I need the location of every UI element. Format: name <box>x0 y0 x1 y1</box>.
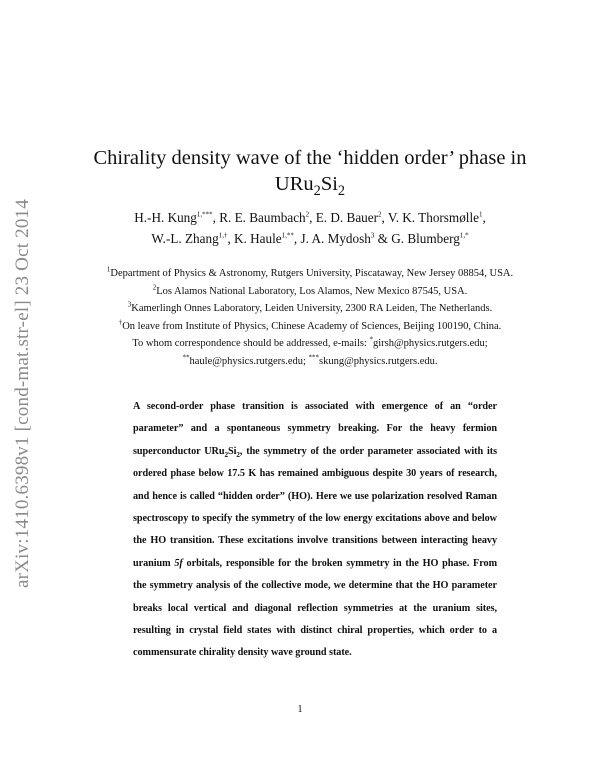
abstract: A second-order phase transition is associated with emergence of an “order parameter” and a spontaneous symmetry breaking. For the heavy fermion superconductor $URu_2Si_2$, the symmetry of the order parameter associated with its ordered phase below 17.5 K has remained ambiguous despite 30 years of research, and hence is called “hidden order” (HO). Here we use polarization resolved Raman spectroscopy to specify the symmetry of the low energy excitations above and below the HO transition. These excitations involve transitions between interacting heavy uranium 5f orbitals, responsible for the broken symmetry in the HO phase. From the symmetry analysis of the collective mode, we determine that the HO parameter breaks local vertical and diagonal reflection symmetries at the uranium sites, resulting in crystal field states with distinct chiral properties, which order to a commensurate chirality density wave ground state. <box>133 401 498 659</box>
author: , E. D. Bauer <box>309 210 379 225</box>
affiliations <box>60 265 560 370</box>
title-main: Chirality density wave of the ‘hidden order’ phase in <box>93 147 527 169</box>
affiliation-2: $^2$Los Alamos National Laboratory, Los Alamos, New Mexico 87545, USA. <box>152 283 468 297</box>
author: W.-L. Zhang <box>151 231 219 246</box>
author: , K. Haule <box>227 231 282 246</box>
correspondence: To whom correspondence should be addressed, e-mails: *girsh@physics.rutgers.edu; <box>132 335 488 349</box>
email-link[interactable]: haule@physics.rutgers.edu; <box>189 355 309 367</box>
author: , V. K. Thorsmølle <box>381 210 479 225</box>
correspondence-emails: **haule@physics.rutgers.edu; ***skung@physics.rutgers.edu. <box>182 353 438 367</box>
arxiv-identifier: arXiv:1410.6398v1 [cond-mat.str-el] 23 Oct 2014 <box>12 199 33 588</box>
affiliation-3: $^3$Kamerlingh Onnes Laboratory, Leiden University, 2300 RA Leiden, The Netherlands. <box>127 300 493 314</box>
author: , R. E. Baumbach <box>212 210 306 225</box>
page-number: 1 <box>297 704 303 715</box>
affiliation-1: $^1$Department of Physics & Astronomy, Rutgers University, Piscataway, New Jersey 08854, USA. <box>106 265 514 279</box>
author: H.-H. Kung <box>134 210 197 225</box>
email-link[interactable]: girsh@physics.rutgers.edu; <box>373 338 488 349</box>
author: & G. Blumberg <box>374 231 460 246</box>
author-list: H.-H. Kung$^{1,***}$, R. E. Baumbach$^2$, E. D. Bauer$^2$, V. K. Thorsmølle$^1$, W.-L. Zhang$^{1,\dagger}$, K. Haule$^{1,**}$, J. A. Mydosh$^3$ & G. Blumberg$^{1,*}$ <box>134 210 486 246</box>
title-formula: $URu_2Si_2$ <box>274 173 346 200</box>
paper-title <box>60 145 560 200</box>
affiliation-note: †On leave from Institute of Physics, Chinese Academy of Sciences, Beijing 100190, China. <box>118 318 502 332</box>
email-link[interactable]: skung@physics.rutgers.edu. <box>319 355 438 367</box>
author: , J. A. Mydosh <box>293 231 371 246</box>
